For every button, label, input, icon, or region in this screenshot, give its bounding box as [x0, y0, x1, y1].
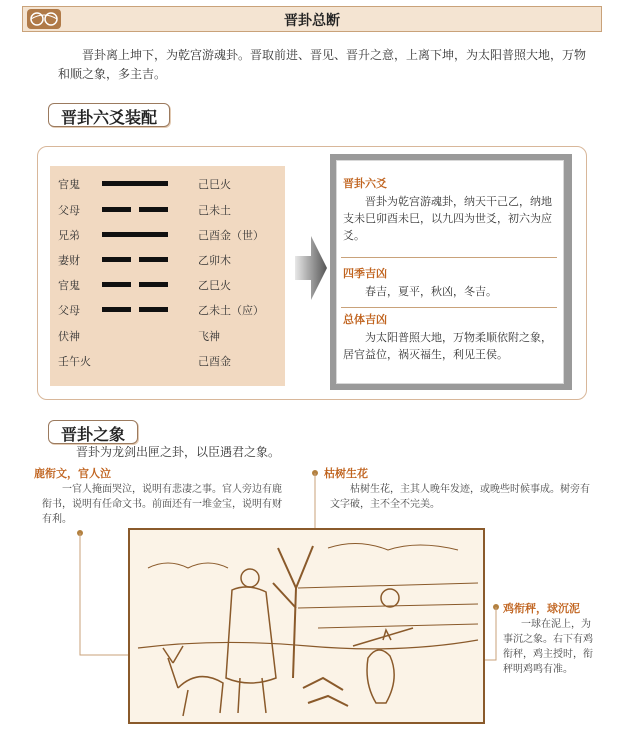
info-section-text: 春吉，夏平，秋凶，冬吉。 — [365, 285, 497, 298]
row-right-label: 己酉金 — [198, 355, 231, 368]
row-right-label: 己未土 — [198, 204, 231, 217]
caption-text-deer: 一官人掩面哭泣，说明有悲凄之事。官人旁边有鹿衔书，说明有任命文书。前面还有一堆金宝，说明有财有利。 — [42, 484, 282, 525]
woodblock-illustration — [128, 528, 485, 724]
info-section-text: 晋卦为乾宫游魂卦，纳天干己乙，纳地支未巳卯酉未巳，以九四为世爻，初六为应爻。 — [343, 195, 552, 242]
caption-title-tree: 枯树生花 — [324, 467, 368, 480]
row-right-label: 乙卯木 — [198, 254, 231, 267]
image-intro: 晋卦为龙剑出匣之卦，以臣遇君之象。 — [76, 445, 281, 459]
caption-text-rooster: 一球在泥上，为事沉之象。右下有鸡衔秤，鸡主授时，衔秤明鸡鸣有准。 — [503, 619, 593, 675]
page-title: 晋卦总断 — [284, 13, 340, 29]
row-left-label: 伏神 — [58, 330, 80, 343]
row-left-label: 父母 — [58, 204, 80, 217]
row-left-label: 父母 — [58, 304, 80, 317]
section-title-image: 晋卦之象 — [48, 420, 138, 444]
caption-title-deer: 鹿衔文，官人泣 — [34, 467, 111, 480]
row-right-label: 己巳火 — [198, 178, 231, 191]
row-left-label: 妻财 — [58, 254, 80, 267]
info-section-heading: 四季吉凶 — [343, 267, 387, 280]
row-left-label: 壬午火 — [58, 355, 91, 368]
row-left-label: 官鬼 — [58, 279, 80, 292]
row-right-label: 乙巳火 — [198, 279, 231, 292]
info-section-heading: 总体吉凶 — [343, 313, 387, 326]
row-right-label: 己酉金（世） — [198, 229, 264, 242]
row-right-label: 飞神 — [198, 330, 220, 343]
row-left-label: 兄弟 — [58, 229, 80, 242]
caption-text-tree: 枯树生花，主其人晚年发迹，或晚些时候事成。树旁有文字破，主不全不完美。 — [330, 484, 590, 510]
caption-title-rooster: 鸡衔秤，球沉泥 — [503, 602, 580, 615]
info-section-text: 为太阳普照大地，万物柔顺依附之象，居官益位，祸灭福生，利见王侯。 — [343, 331, 552, 361]
row-left-label: 官鬼 — [58, 178, 80, 191]
intro-paragraph: 晋卦离上坤下，为乾宫游魂卦。晋取前进、晋见、晋升之意，上离下坤，为太阳普照大地，万物和顺之象，多主吉。 — [58, 48, 587, 81]
row-right-label: 乙未土（应） — [198, 304, 264, 317]
info-section-heading: 晋卦六爻 — [343, 177, 387, 190]
section-title-lines: 晋卦六爻装配 — [48, 103, 170, 127]
